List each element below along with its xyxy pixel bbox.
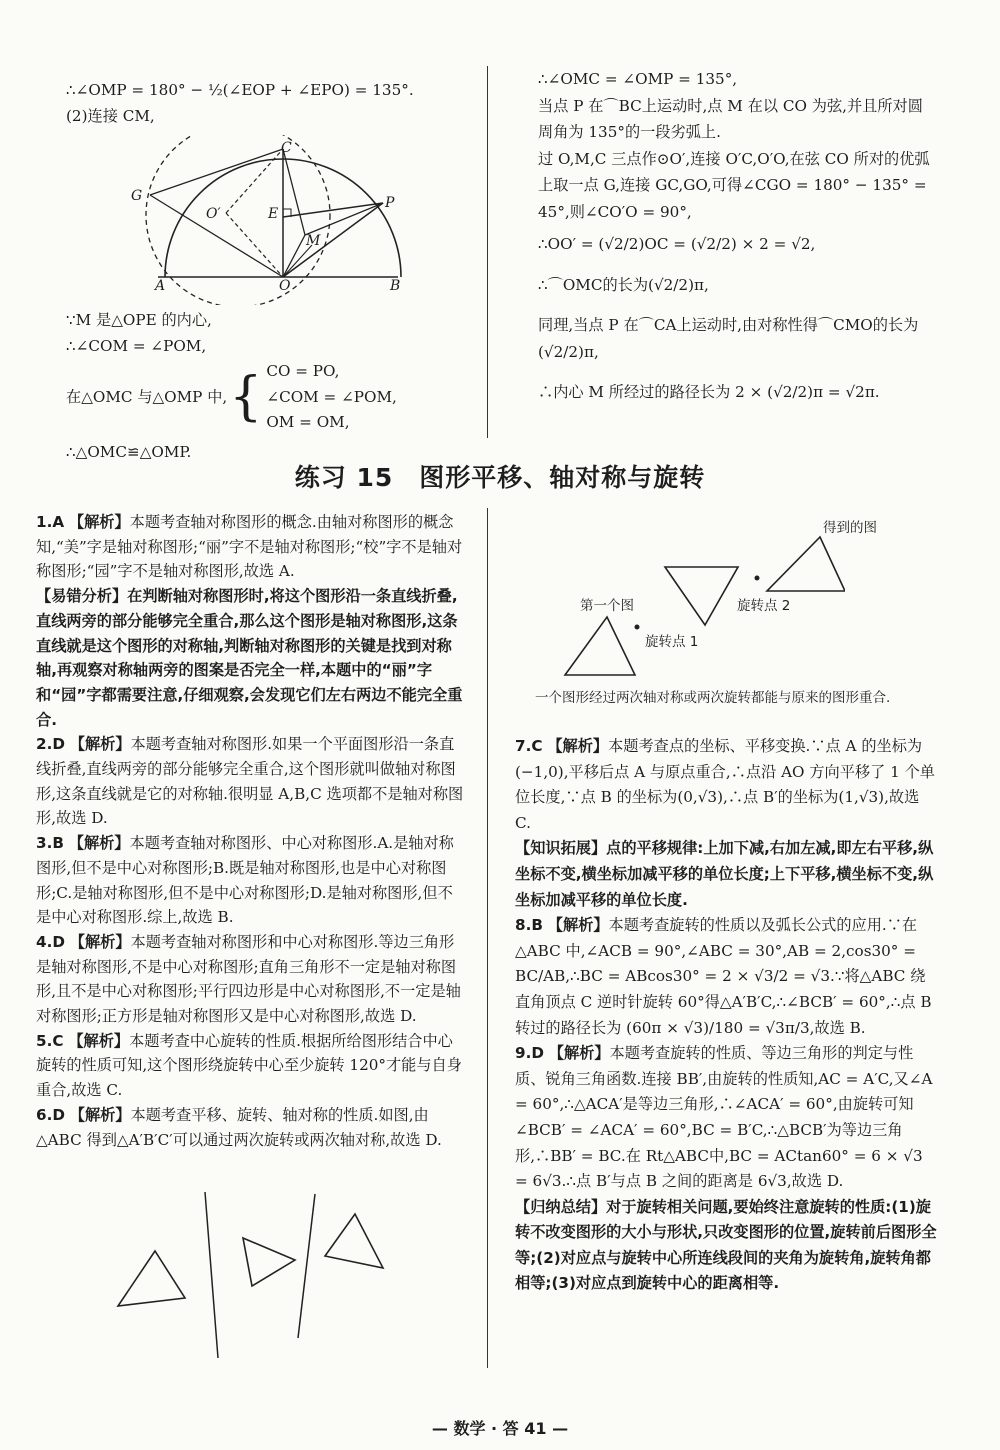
answer-6-text: 本题考查平移、旋转、轴对称的性质.如图,由△ABC 得到△A′B′C′可以通过两次旋转或两次轴对称,故选 D.: [36, 1105, 442, 1149]
answer-4-tag: 【解析】: [69, 932, 131, 951]
answer-1-note: [36, 584, 466, 732]
answer-5-text: 本题考查中心旋转的性质.根据所给图形结合中心旋转的性质可知,这个图形绕旋转中心至少旋转 120°才能与自身重合,故选 C.: [36, 1031, 462, 1100]
triangle-middle: [243, 1238, 295, 1286]
label-rotation-point-1: 旋转点 1: [645, 634, 699, 650]
answer-2-text: 本题考查轴对称图形.如果一个平面图形沿一条直线折叠,直线两旁的部分能够完全重合,这个图形就叫做轴对称图形,这条直线就是它的对称轴.很明显 A,B,C 选项都不是轴对称图形,故选 D.: [36, 735, 464, 828]
line-omp: ∴∠OMP = 180° − ½(∠EOP + ∠EPO) = 135°.: [66, 81, 414, 99]
answer-5: [36, 1029, 466, 1103]
triangle-result: [767, 537, 845, 591]
page-footer: — 数学 · 答 41 —: [431, 1419, 569, 1438]
answer-7-tag: 【解析】: [547, 737, 609, 755]
top-left-proof: [66, 308, 474, 465]
label-m: M: [306, 233, 321, 249]
top-right-solution: [538, 66, 938, 406]
rotation-point-2: [755, 576, 760, 581]
answer-9-note-tag: 【归纳总结】: [515, 1197, 607, 1216]
answer-7-note-tag: 【知识拓展】: [515, 839, 607, 858]
answer-2-head: 2.D: [36, 735, 65, 754]
line-oo-prime: ∴OO′ = (√2/2)OC = (√2/2) × 2 = √2,: [538, 235, 816, 253]
line-symmetric: 同理,当点 P 在⌒CA上运动时,由对称性得⌒CMO的长为(√2/2)π,: [538, 316, 919, 361]
answers-right-column: [515, 734, 940, 1297]
answer-5-tag: 【解析】: [68, 1031, 130, 1050]
answer-9-note-text: 对于旋转相关问题,要始终注意旋转的性质:(1)旋转不改变图形的大小与形状,只改变图形的位置,旋转前后图形全等;(2)对应点与旋转中心所连线段间的夹角为旋转角,旋转角都相等;(3)对应点到旋转中心的距离相等.: [515, 1197, 937, 1293]
brace: {: [229, 367, 263, 428]
answer-2-tag: 【解析】: [69, 735, 131, 754]
top-column-divider: [487, 66, 488, 438]
label-result-figure: 得到的图: [823, 520, 877, 536]
axis-2: [298, 1194, 315, 1338]
segment-ocp-wedge: [283, 203, 383, 277]
condition-3: OM = OM,: [266, 413, 350, 431]
answer-6-head: 6.D: [36, 1105, 65, 1124]
condition-2: ∠COM = ∠POM,: [266, 387, 397, 406]
line-incenter: ∵M 是△OPE 的内心,: [66, 311, 212, 329]
answer-8-tag: 【解析】: [547, 916, 609, 935]
section-title: 练习 15 图形平移、轴对称与旋转: [294, 463, 706, 492]
rotation-point-1: [635, 625, 640, 630]
answer-9-tag: 【解析】: [548, 1044, 610, 1063]
triangle-a-prime-b-prime-c-prime: [325, 1214, 383, 1268]
answer-1-head: 1.A: [36, 513, 65, 531]
answer-7-head: 7.C: [515, 737, 543, 755]
line-in-triangles: 在△OMC 与△OMP 中,: [66, 387, 228, 406]
answer-6-tag: 【解析】: [69, 1105, 131, 1124]
segment-gc: [150, 149, 283, 195]
answer-7-note: [515, 836, 940, 913]
answer-7-text: 本题考查点的坐标、平移变换.∵点 A 的坐标为(−1,0),平移后点 A 与原点重合,∴点沿 AO 方向平移了 1 个单位长度,∵点 B 的坐标为(0,√3),∴点 B′的坐标为(1,√3),故选 C.: [515, 737, 935, 832]
answer-8: [515, 913, 940, 1041]
line-arc-bc: 当点 P 在⌒BC上运动时,点 M 在以 CO 为弦,并且所对圆周角为 135°的一段劣弧上.: [538, 96, 923, 141]
label-p: P: [385, 195, 395, 211]
line-arc-length: ∴⌒OMC的长为(√2/2)π,: [538, 275, 709, 294]
answer-1: [36, 510, 466, 584]
answer-9-head: 9.D: [515, 1044, 544, 1063]
answer-8-text: 本题考查旋转的性质以及弧长公式的应用.∵在△ABC 中,∠ACB = 90°,∠ABC = 30°,AB = 2,cos30° = BC/AB,∴BC = ABcos30° = 2 × √3/2 = √3.∵将△ABC 绕直角顶点 C 逆时针旋转 60°得△A′B′C,∴∠BCB′ = 60°,∴点 B 转过的路径长为 (60π × √3)/180 = √3π/3,故选 B.: [515, 916, 932, 1037]
answer-7-note-text: 点的平移规律:上加下减,右加左减,即左右平移,纵坐标不变,横坐标加减平移的单位长度;上下平移,横坐标不变,纵坐标加减平移的单位长度.: [515, 839, 934, 909]
label-g: G: [131, 188, 143, 204]
line-path-length: ∴内心 M 所经过的路径长为 2 × (√2/2)π = √2π.: [538, 383, 880, 401]
answer-1-note-text: 在判断轴对称图形时,将这个图形沿一条直线折叠,直线两旁的部分能够完全重合,那么这个图形是轴对称图形,这条直线就是这个图形的对称轴,判断轴对称图形的关键是找到对称轴,再观察对称轴两旁的图案是否完全一样,本题中的“丽”字和“园”字都需要注意,仔细观察,会发现它们左右两边不能完全重合.: [36, 587, 463, 729]
answer-2: [36, 732, 466, 831]
segment-cm: [283, 149, 305, 235]
label-b: B: [390, 278, 401, 294]
answer-9: [515, 1041, 940, 1195]
answer-4-head: 4.D: [36, 932, 65, 951]
triangle-first: [565, 617, 635, 675]
line-connect-cm: (2)连接 CM,: [66, 106, 155, 125]
answer-3-tag: 【解析】: [68, 834, 130, 853]
segment-o-prime-o: [226, 213, 283, 277]
congruence-conditions: [66, 359, 474, 436]
answer-4-text: 本题考查轴对称图形和中心对称图形.等边三角形是轴对称图形,不是中心对称图形;直角三角形不一定是轴对称图形,且不是中心对称图形;平行四边形是中心对称图形,不一定是轴对称图形;正方形是轴对称图形又是中心对称图形,故选 D.: [36, 932, 461, 1026]
label-first-figure: 第一个图: [580, 598, 634, 614]
answer-1-tag: 【解析】: [68, 513, 130, 531]
answer-1-note-tag: 【易错分析】: [36, 587, 128, 606]
answer-5-head: 5.C: [36, 1031, 64, 1050]
label-rotation-point-2: 旋转点 2: [737, 598, 791, 614]
answer-3-head: 3.B: [36, 834, 64, 853]
label-c: C: [281, 140, 292, 156]
answer-8-head: 8.B: [515, 916, 543, 935]
answer-4: [36, 930, 466, 1029]
top-left-solution: [66, 78, 474, 129]
answer-9-text: 本题考查旋转的性质、等边三角形的判定与性质、锐角三角函数.连接 BB′,由旋转的性质知,AC = A′C,又∠A = 60°,∴△ACA′是等边三角形,∴∠ACA′ = 60°,由旋转可知∠BCB′ = ∠ACA′ = 60°,BC = B′C,∴△BCB′为等边三角形,∴BB′ = BC.在 Rt△ABC中,BC = ACtan60° = 6 × √3 = 6√3.∴点 B′与点 B 之间的距离是 6√3,故选 D.: [515, 1044, 933, 1191]
axis-1: [205, 1192, 218, 1358]
answer-1-text: 本题考查轴对称图形的概念.由轴对称图形的概念知,“美”字是轴对称图形;“丽”字不是轴对称图形;“校”字不是轴对称图形;“园”字不是轴对称图形,故选 A.: [36, 513, 463, 581]
reflection-figure: [110, 1188, 440, 1358]
answer-3-text: 本题考查轴对称图形、中心对称图形.A.是轴对称图形,但不是中心对称图形;B.既是轴对称图形,也是中心对称图形;C.是轴对称图形,但不是中心对称图形;D.是轴对称图形,但不是中心对称图形.综上,故选 B.: [36, 834, 454, 927]
label-a: A: [155, 278, 166, 294]
condition-1: CO = PO,: [266, 362, 340, 380]
line-omc: ∴∠OMC = ∠OMP = 135°,: [538, 70, 738, 88]
bottom-column-divider: [487, 508, 488, 1368]
rotation-caption: 一个图形经过两次轴对称或两次旋转都能与原来的图形重合.: [535, 690, 891, 706]
label-o: O: [279, 278, 291, 294]
label-o-prime: O′: [206, 206, 221, 222]
answer-9-note: [515, 1195, 940, 1297]
answers-left-column: [36, 510, 466, 1152]
label-e: E: [268, 206, 279, 222]
line-angle-eq: ∴∠COM = ∠POM,: [66, 336, 207, 355]
answer-7: [515, 734, 940, 836]
line-congruent: ∴△OMC≌△OMP.: [66, 442, 192, 461]
answer-6: [36, 1103, 466, 1152]
triangle-inverted: [665, 567, 738, 625]
triangle-abc: [118, 1251, 185, 1306]
condition-list: [266, 359, 397, 436]
line-circle-o-prime: 过 O,M,C 三点作⊙O′,连接 O′C,O′O,在弦 CO 所对的优弧上取一点 G,连接 GC,GO,可得∠CGO = 180° − 135° = 45°,则∠CO′O = 90°,: [538, 149, 930, 221]
answer-3: [36, 831, 466, 930]
